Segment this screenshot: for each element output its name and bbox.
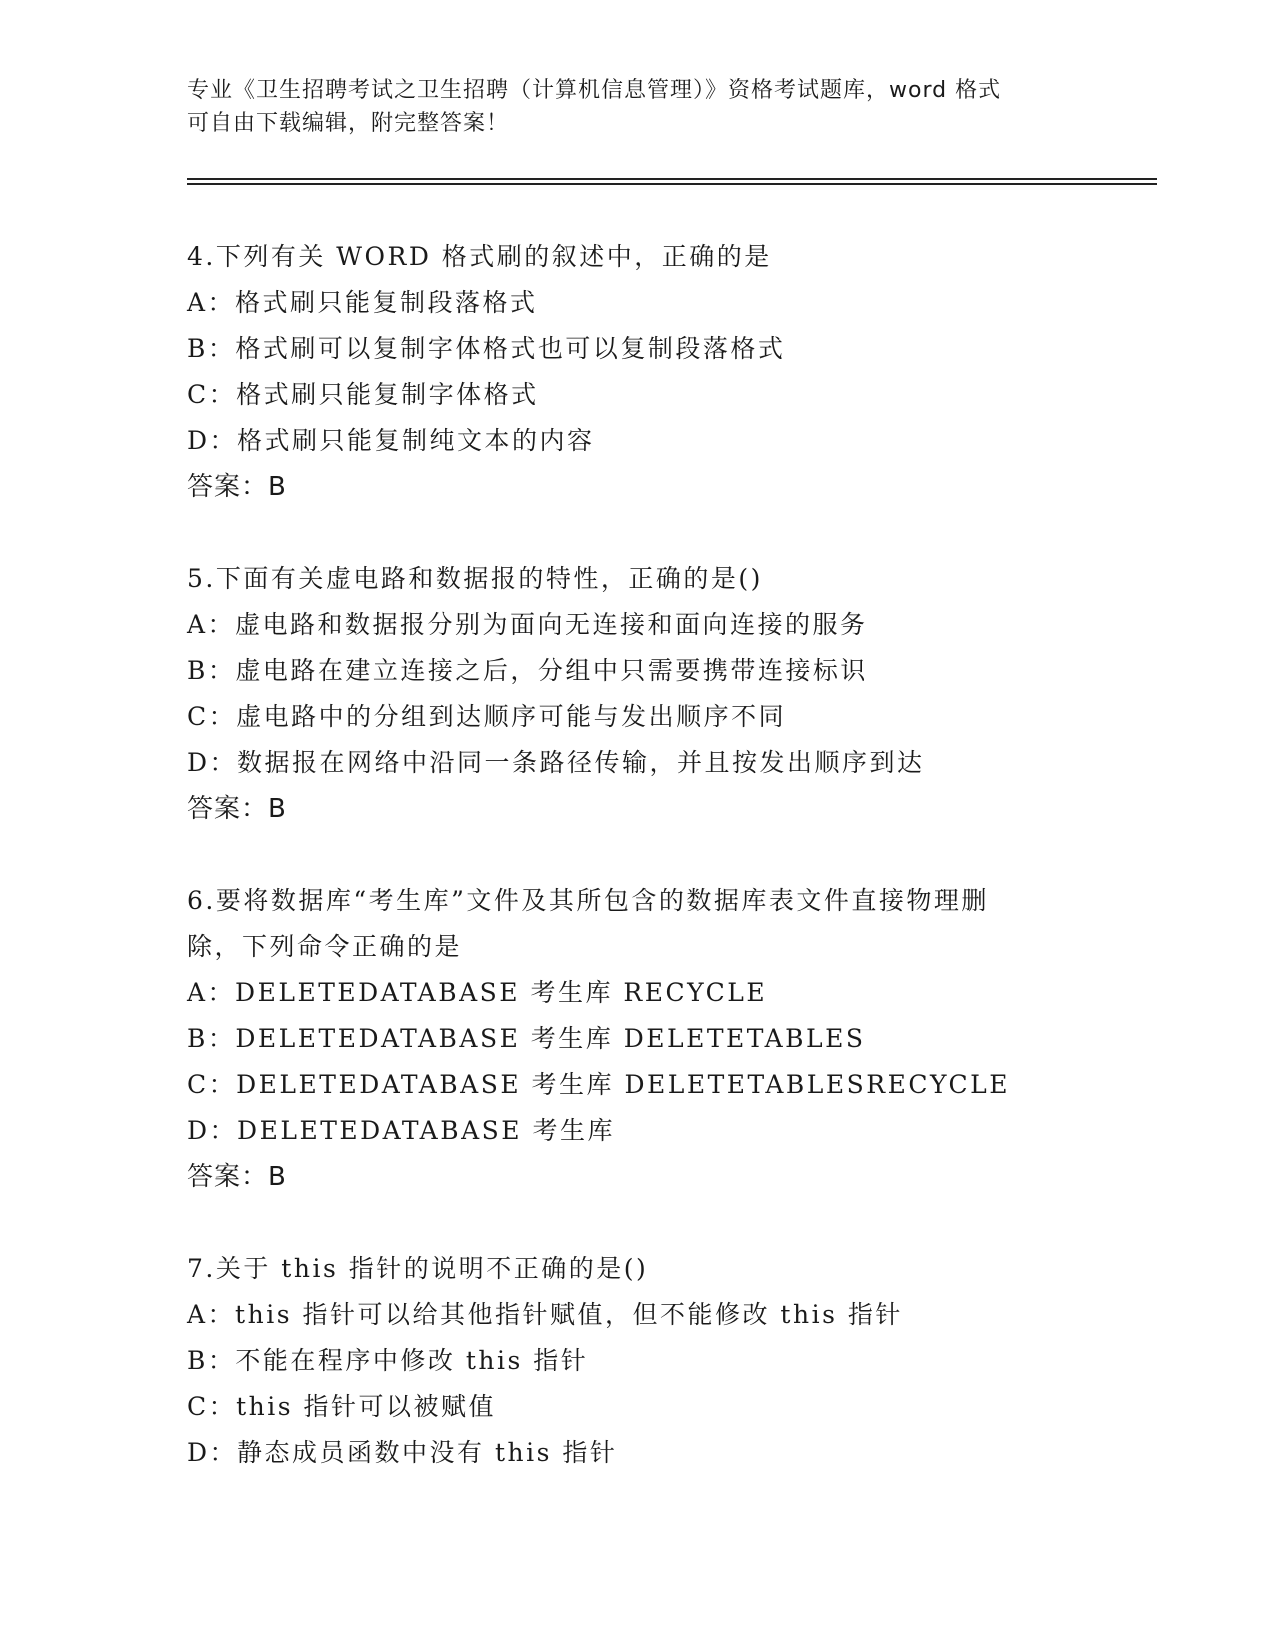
question-6	[187, 878, 1147, 1200]
header-line-2: 可自由下载编辑，附完整答案！	[187, 111, 510, 136]
option-a: A：DELETEDATABASE 考生库 RECYCLE	[187, 978, 768, 1007]
question-text	[187, 878, 1147, 970]
option-d: D：DELETEDATABASE 考生库	[187, 1116, 615, 1145]
question-text	[187, 1246, 1147, 1292]
header-line-1: 专业《卫生招聘考试之卫生招聘（计算机信息管理）》资格考试题库，word 格式	[187, 78, 1002, 103]
question-5	[187, 556, 1147, 832]
question-4	[187, 234, 1147, 510]
option-c: C：DELETEDATABASE 考生库 DELETETABLESRECYCLE	[187, 1070, 1011, 1099]
question-text	[187, 556, 1147, 602]
option-a: A：虚电路和数据报分别为面向无连接和面向连接的服务	[187, 610, 868, 639]
answer-label: 答案：B	[187, 1162, 287, 1192]
option-b: B：DELETEDATABASE 考生库 DELETETABLES	[187, 1024, 866, 1053]
option-d: D：静态成员函数中没有 this 指针	[187, 1438, 618, 1467]
option-b: B：格式刷可以复制字体格式也可以复制段落格式	[187, 334, 786, 363]
question-text-line: 除，下列命令正确的是	[187, 932, 463, 961]
question-text-line: 5.下面有关虚电路和数据报的特性，正确的是()	[187, 564, 763, 593]
question-text-line: 7.关于 this 指针的说明不正确的是()	[187, 1254, 649, 1283]
option-c: C：格式刷只能复制字体格式	[187, 380, 539, 409]
option-b: B：虚电路在建立连接之后，分组中只需要携带连接标识	[187, 656, 868, 685]
option-a: A：格式刷只能复制段落格式	[187, 288, 538, 317]
header-divider-bottom	[187, 183, 1157, 185]
question-text-line: 6.要将数据库“考生库”文件及其所包含的数据库表文件直接物理删	[187, 886, 989, 915]
option-c: C：虚电路中的分组到达顺序可能与发出顺序不同	[187, 702, 787, 731]
question-text-line: 4.下列有关 WORD 格式刷的叙述中，正确的是	[187, 242, 772, 271]
document-header	[187, 74, 1087, 140]
answer-label: 答案：B	[187, 794, 287, 824]
question-list	[187, 234, 1147, 1522]
option-b: B：不能在程序中修改 this 指针	[187, 1346, 589, 1375]
option-a: A：this 指针可以给其他指针赋值，但不能修改 this 指针	[187, 1300, 903, 1329]
header-divider-top	[187, 178, 1157, 180]
question-text	[187, 234, 1147, 280]
option-d: D：数据报在网络中沿同一条路径传输，并且按发出顺序到达	[187, 748, 925, 777]
option-d: D：格式刷只能复制纯文本的内容	[187, 426, 595, 455]
option-c: C：this 指针可以被赋值	[187, 1392, 497, 1421]
answer-label: 答案：B	[187, 472, 287, 502]
question-7	[187, 1246, 1147, 1476]
